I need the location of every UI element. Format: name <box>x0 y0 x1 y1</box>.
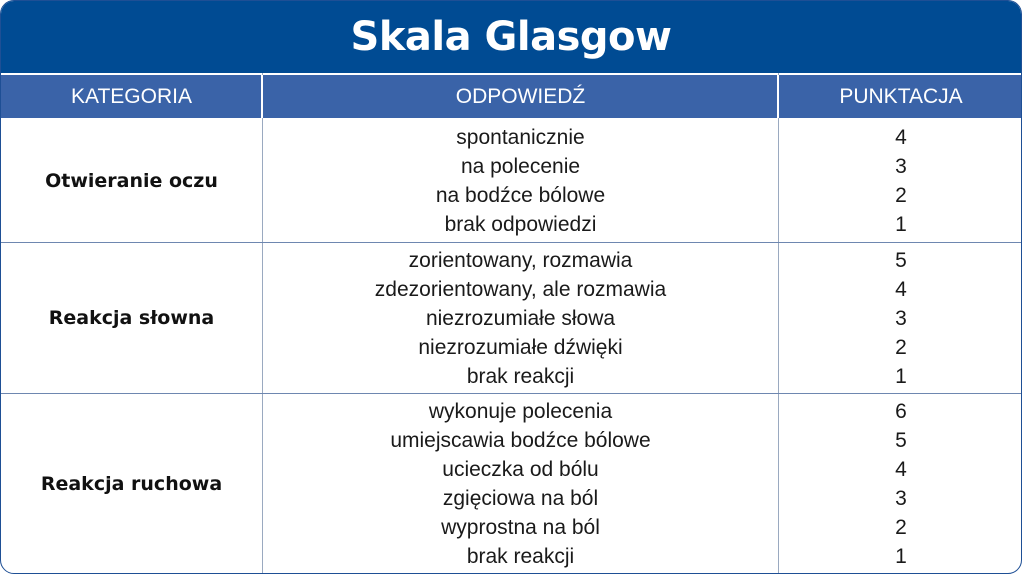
answer-item: spontanicznie <box>456 125 585 149</box>
answers-list <box>263 243 778 393</box>
answer-item: na bodźce bólowe <box>435 183 606 207</box>
table-header <box>1 73 1021 118</box>
scores-list <box>779 394 1022 574</box>
category-label: Otwieranie oczu <box>45 169 218 192</box>
answer-item: umiejscawia bodźce bólowe <box>390 429 651 452</box>
score-item: 1 <box>895 364 907 388</box>
score-item: 3 <box>895 154 907 178</box>
score-item: 4 <box>895 277 907 301</box>
answer-item: zorientowany, rozmawia <box>408 248 633 272</box>
group-eye-opening <box>1 119 1021 242</box>
answer-item: brak reakcji <box>466 364 575 388</box>
answer-item: zdezorientowany, ale rozmawia <box>374 277 667 301</box>
score-item: 3 <box>895 306 907 330</box>
category-label: Reakcja ruchowa <box>40 473 223 495</box>
answer-item: brak reakcji <box>466 545 575 568</box>
page-title: Skala Glasgow <box>1 1 1021 73</box>
header-score: PUNKTACJA <box>839 84 963 108</box>
group-verbal-response <box>1 243 1021 393</box>
answer-item: wykonuje polecenia <box>428 400 613 423</box>
answers-list <box>263 119 778 242</box>
score-item: 3 <box>895 487 907 510</box>
answer-item: wyprostna na ból <box>441 516 600 539</box>
header-divider <box>261 75 263 118</box>
header-divider <box>777 75 779 118</box>
answer-item: ucieczka od bólu <box>442 458 599 481</box>
score-item: 4 <box>895 458 907 481</box>
header-category: KATEGORIA <box>71 84 192 108</box>
answers-list <box>263 394 778 574</box>
answer-item: zgięciowa na ból <box>442 487 599 510</box>
header-answer: ODPOWIEDŹ <box>455 84 586 108</box>
answer-item: niezrozumiałe słowa <box>425 306 616 330</box>
scores-list <box>779 119 1022 242</box>
answer-item: niezrozumiałe dźwięki <box>418 335 623 359</box>
group-motor-response <box>1 394 1021 574</box>
score-item: 1 <box>895 545 907 568</box>
answer-item: brak odpowiedzi <box>444 212 597 236</box>
score-item: 6 <box>895 400 907 423</box>
category-label: Reakcja słowna <box>48 307 215 329</box>
score-item: 1 <box>895 212 907 236</box>
score-item: 2 <box>895 516 907 539</box>
score-item: 5 <box>895 429 907 452</box>
scores-list <box>779 243 1022 393</box>
score-item: 4 <box>895 125 907 149</box>
score-item: 5 <box>895 248 907 272</box>
score-item: 2 <box>895 183 907 207</box>
score-item: 2 <box>895 335 907 359</box>
answer-item: na polecenie <box>460 154 581 178</box>
